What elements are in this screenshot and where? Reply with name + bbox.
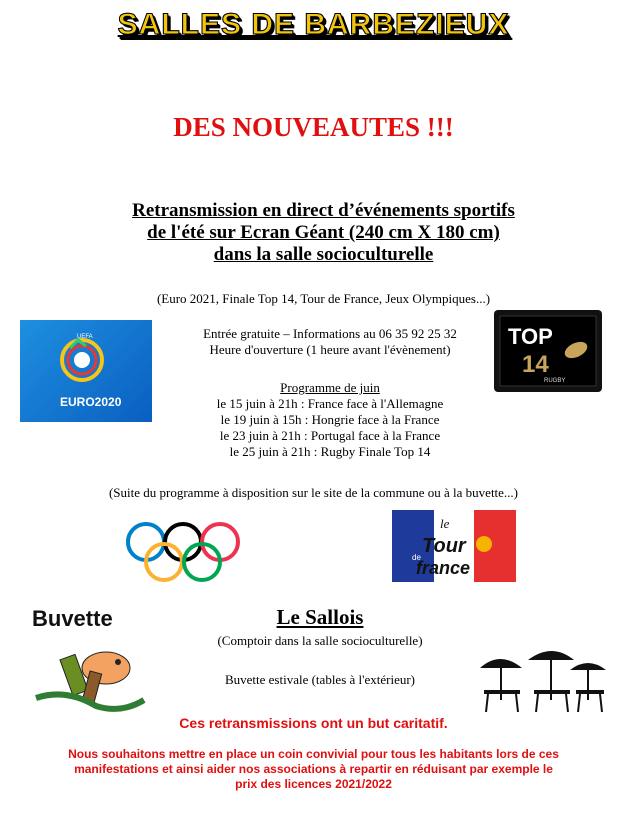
souhait-line: prix des licences 2021/2022 [235,777,392,791]
sallois-title: Le Sallois [276,605,364,629]
souhait-note [30,747,597,792]
programme-item: le 15 juin à 21h : France face à l'Allemagne [216,396,444,411]
top14-logo [494,310,602,392]
programme-title: Programme de juin [280,380,380,395]
top14-top-label: TOP [508,324,553,349]
programme-item: le 19 juin à 15h : Hongrie face à la France [220,412,440,427]
tour-tour-label: Tour [422,535,466,557]
top14-rugby-label: RUGBY [544,378,566,384]
euro-label: EURO2020 [60,395,122,409]
tour-de-france-logo [392,510,516,582]
olympic-rings [124,518,242,584]
terrasse-silhouette [470,646,610,716]
souhait-line: manifestations et ainsi aider nos associations à repartir en réduisant par exemple le [74,762,553,776]
info-block [140,326,520,358]
tour-france-label: france [416,558,471,578]
tour-le-label: le [440,516,450,531]
programme [140,380,520,460]
buvette-label: Buvette [32,606,113,631]
heure-info: Heure d'ouverture (1 heure avant l'évènement) [209,342,451,357]
uefa-label: UEFA [77,334,93,340]
headline-line-3: dans la salle socioculturelle [213,244,434,265]
nouveautes-banner: DES NOUVEAUTES !!! [173,112,454,142]
entree-info: Entrée gratuite – Informations au 06 35 92 25 32 [203,326,457,341]
programme-item: le 23 juin à 21h : Portugal face à la France [219,428,441,443]
buvette-illustration [26,598,152,716]
caritatif-note: Ces retransmissions ont un but caritatif. [179,715,448,731]
top14-number-label: 14 [522,351,549,378]
headline-line-1: Retransmission en direct d’événements sportifs [132,200,515,221]
buvette-estivale: Buvette estivale (tables à l'extérieur) [224,672,416,687]
suite-programme: (Suite du programme à disposition sur le site de la commune ou à la buvette...) [108,485,519,500]
euro-2020-logo [20,320,152,422]
headline [60,200,587,266]
sallois-subtitle: (Comptoir dans la salle socioculturelle) [217,633,423,648]
tour-de-label: de [412,553,421,562]
events-list: (Euro 2021, Finale Top 14, Tour de France, Jeux Olympiques...) [156,291,491,306]
programme-item: le 25 juin à 21h : Rugby Finale Top 14 [229,444,431,459]
page-title: SALLES DE BARBEZIEUX [117,8,510,41]
souhait-line: Nous souhaitons mettre en place un coin convivial pour tous les habitants lors de ces [68,747,559,761]
headline-line-2: de l'été sur Ecran Géant (240 cm X 180 cm) [147,222,500,243]
